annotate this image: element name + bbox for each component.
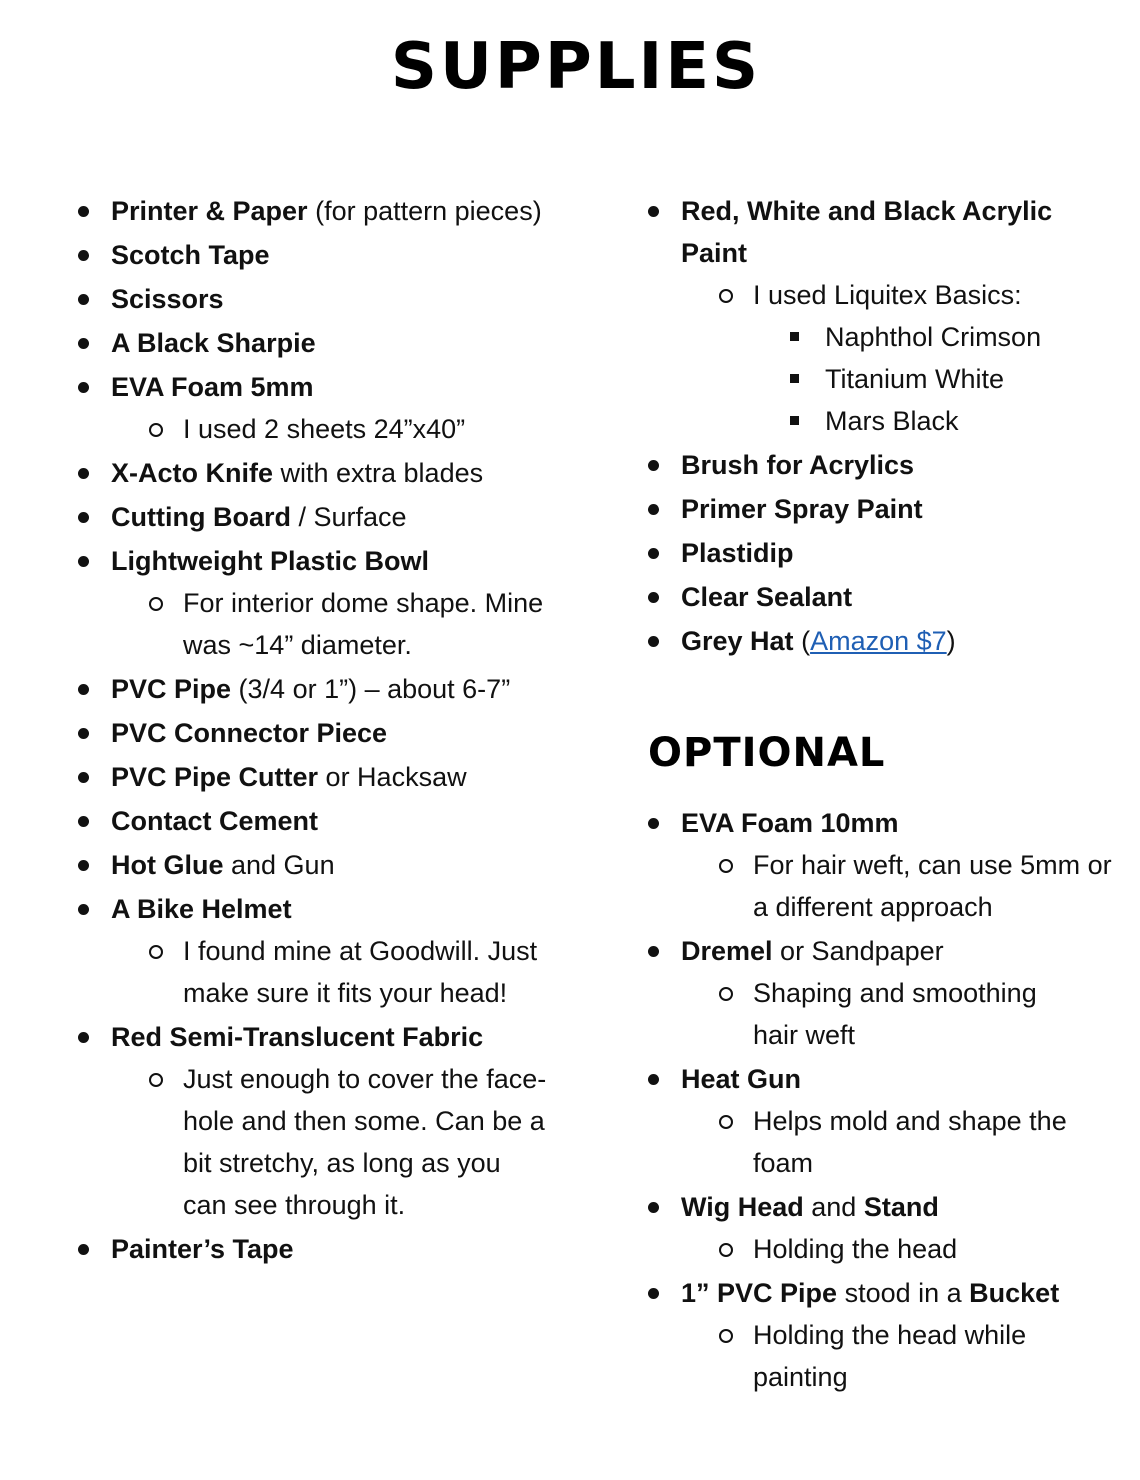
supplies-list-right <box>648 190 1123 664</box>
list-item-pvc-cutter: PVC Pipe Cutter or Hacksaw <box>78 756 598 798</box>
bullet-icon <box>648 592 659 603</box>
sub-item-holding-head: Holding the head <box>681 1228 1123 1270</box>
paint-color-item: Titanium White <box>753 358 1123 400</box>
circle-bullet-icon <box>149 945 163 959</box>
list-item-eva-foam-10mm: EVA Foam 10mm For hair weft, can use 5mm or a different approach <box>648 802 1123 928</box>
bullet-icon <box>78 684 89 695</box>
list-item-plastidip: Plastidip <box>648 532 1123 574</box>
circle-bullet-icon <box>719 1115 733 1129</box>
list-item-pvc-connector: PVC Connector Piece <box>78 712 598 754</box>
circle-bullet-icon <box>719 859 733 873</box>
list-item-eva-foam-5mm: EVA Foam 5mm I used 2 sheets 24”x40” <box>78 366 598 450</box>
sub-item-eva-sheets: I used 2 sheets 24”x40” <box>111 408 598 450</box>
sub-item-painting: Holding the head while painting <box>681 1314 1081 1398</box>
bullet-icon <box>648 818 659 829</box>
page-title: SUPPLIES <box>390 30 762 104</box>
circle-bullet-icon <box>149 1073 163 1087</box>
bullet-icon <box>78 1244 89 1255</box>
circle-bullet-icon <box>719 987 733 1001</box>
bullet-icon <box>78 772 89 783</box>
list-item-heat-gun: Heat Gun Helps mold and shape the foam <box>648 1058 1123 1184</box>
bullet-icon <box>648 946 659 957</box>
sub-item-shaping: Shaping and smoothing hair weft <box>681 972 1081 1056</box>
sub-item-mold: Helps mold and shape the foam <box>681 1100 1111 1184</box>
bullet-icon <box>78 728 89 739</box>
list-item-fabric: Red Semi-Translucent Fabric Just enough to cover the face-hole and then some. Can be a bit stretchy, as long as you can see through it. <box>78 1016 598 1226</box>
list-item-bike-helmet: A Bike Helmet I found mine at Goodwill. Just make sure it fits your head! <box>78 888 598 1014</box>
circle-bullet-icon <box>719 1243 733 1257</box>
list-item-dremel: Dremel or Sandpaper Shaping and smoothing hair weft <box>648 930 1123 1056</box>
sub-item-hair-weft: For hair weft, can use 5mm or a different approach <box>681 844 1123 928</box>
bullet-icon <box>648 1202 659 1213</box>
list-item-sealant: Clear Sealant <box>648 576 1123 618</box>
bullet-icon <box>78 206 89 217</box>
bullet-icon <box>78 860 89 871</box>
list-item-pvc-pipe: PVC Pipe (3/4 or 1”) – about 6-7” <box>78 668 598 710</box>
bullet-icon <box>648 504 659 515</box>
list-item-plastic-bowl: Lightweight Plastic Bowl For interior dome shape. Mine was ~14” diameter. <box>78 540 598 666</box>
list-item-wig-head: Wig Head and Stand Holding the head <box>648 1186 1123 1270</box>
bullet-icon <box>78 816 89 827</box>
list-item-painters-tape: Painter’s Tape <box>78 1228 598 1270</box>
bullet-icon <box>78 512 89 523</box>
circle-bullet-icon <box>719 1329 733 1343</box>
circle-bullet-icon <box>149 423 163 437</box>
sub-item-helmet: I found mine at Goodwill. Just make sure it fits your head! <box>111 930 551 1014</box>
list-item-brush: Brush for Acrylics <box>648 444 1123 486</box>
list-item-cutting-board: Cutting Board / Surface <box>78 496 598 538</box>
list-item-printer: Printer & Paper (for pattern pieces) <box>78 190 598 232</box>
sub-item-fabric: Just enough to cover the face-hole and then some. Can be a bit stretchy, as long as you can see through it. <box>111 1058 551 1226</box>
square-bullet-icon <box>790 374 799 383</box>
bullet-icon <box>648 206 659 217</box>
bullet-icon <box>78 294 89 305</box>
bullet-icon <box>78 1032 89 1043</box>
bullet-icon <box>78 250 89 261</box>
amazon-link[interactable]: Amazon $7 <box>810 626 947 656</box>
list-item-scissors: Scissors <box>78 278 598 320</box>
bullet-icon <box>78 468 89 479</box>
paint-color-item: Mars Black <box>753 400 1123 442</box>
optional-list <box>648 802 1123 1400</box>
paint-color-item: Naphthol Crimson <box>753 316 1123 358</box>
sub-item-liquitex: I used Liquitex Basics: Naphthol Crimson Titanium White Mars Black <box>681 274 1123 442</box>
list-item-acrylic-paint: Red, White and Black Acrylic Paint I used Liquitex Basics: Naphthol Crimson Titanium White Mars Black <box>648 190 1123 442</box>
list-item-hot-glue: Hot Glue and Gun <box>78 844 598 886</box>
list-item-xacto: X-Acto Knife with extra blades <box>78 452 598 494</box>
list-item-scotch-tape: Scotch Tape <box>78 234 598 276</box>
bullet-icon <box>78 904 89 915</box>
list-item-pvc-bucket: 1” PVC Pipe stood in a Bucket Holding the head while painting <box>648 1272 1123 1398</box>
circle-bullet-icon <box>149 597 163 611</box>
list-item-contact-cement: Contact Cement <box>78 800 598 842</box>
bullet-icon <box>78 556 89 567</box>
square-bullet-icon <box>790 416 799 425</box>
bullet-icon <box>648 636 659 647</box>
bullet-icon <box>78 338 89 349</box>
sub-item-bowl: For interior dome shape. Mine was ~14” diameter. <box>111 582 551 666</box>
bullet-icon <box>648 1074 659 1085</box>
square-bullet-icon <box>790 332 799 341</box>
bullet-icon <box>648 548 659 559</box>
bullet-icon <box>78 382 89 393</box>
bullet-icon <box>648 460 659 471</box>
circle-bullet-icon <box>719 289 733 303</box>
supplies-list-left <box>78 190 598 1272</box>
optional-heading: OPTIONAL <box>648 730 886 776</box>
list-item-sharpie: A Black Sharpie <box>78 322 598 364</box>
bullet-icon <box>648 1288 659 1299</box>
list-item-primer: Primer Spray Paint <box>648 488 1123 530</box>
list-item-grey-hat: Grey Hat (Amazon $7) <box>648 620 1123 662</box>
